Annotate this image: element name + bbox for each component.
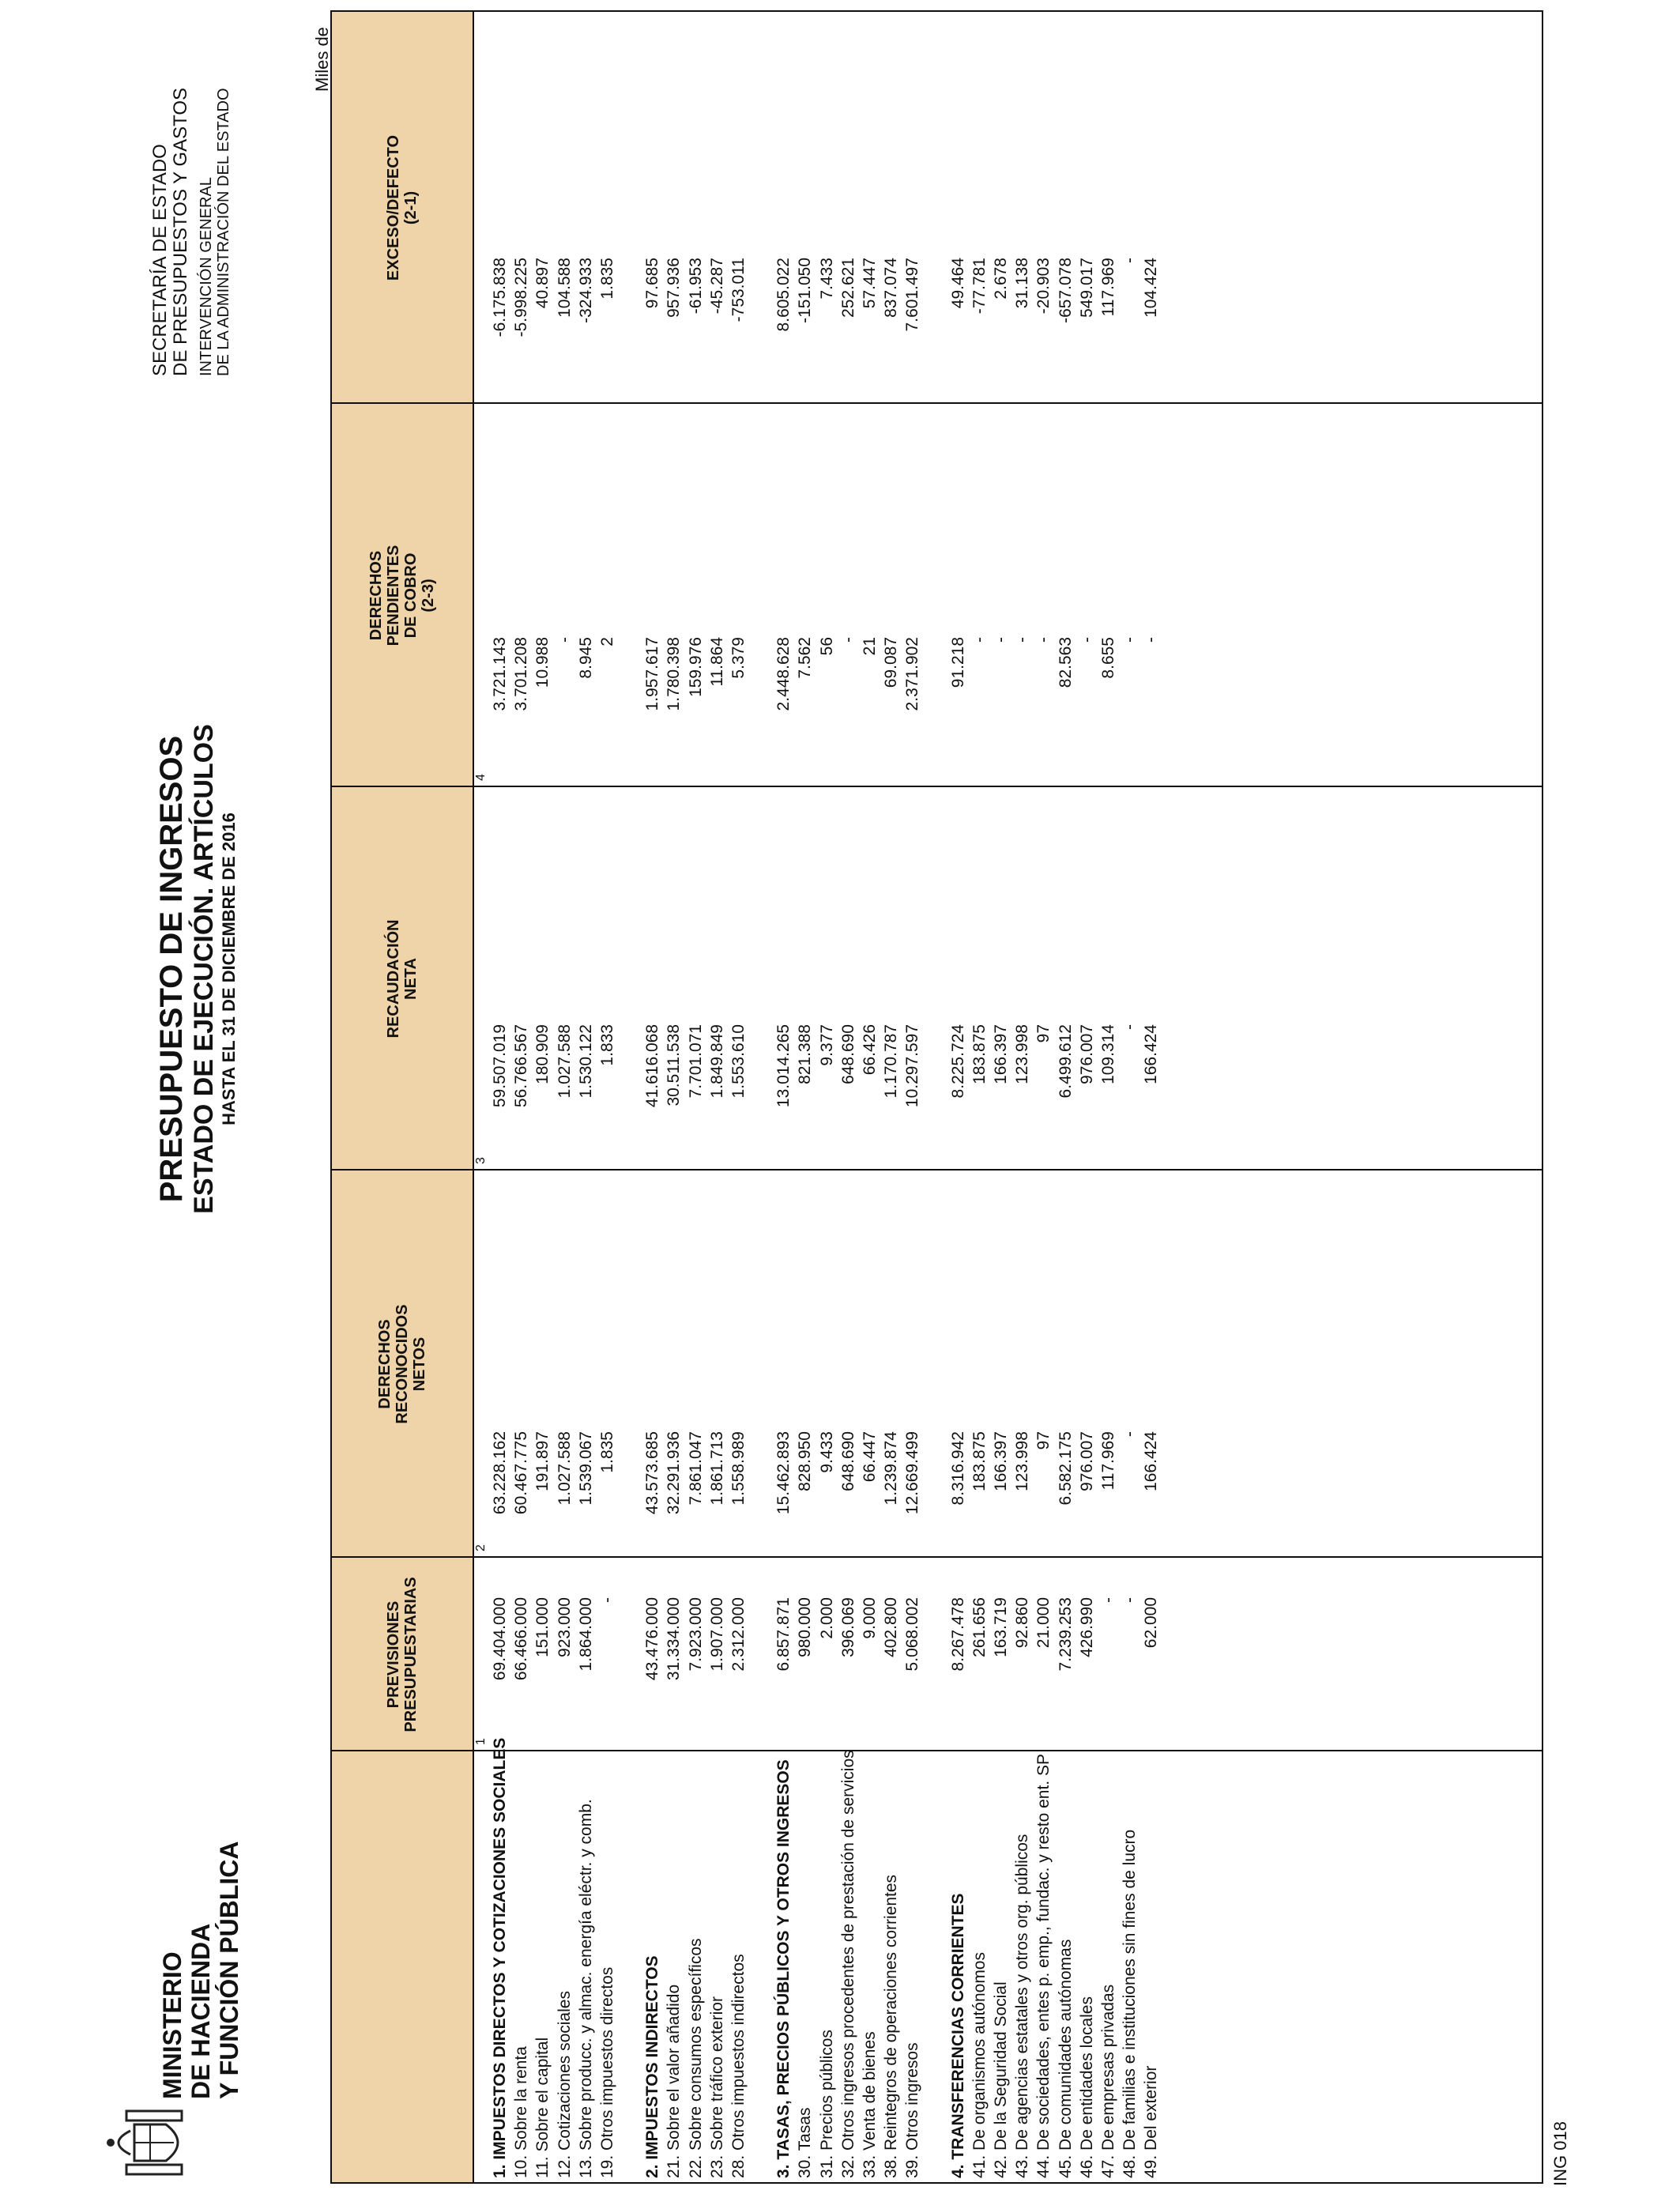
row-label: 19. Otros impuestos directos xyxy=(598,1966,616,2178)
cell-value: 8.605.022 xyxy=(774,258,793,332)
cell-value: 183.875 xyxy=(970,1431,989,1491)
cell-value: 30.511.538 xyxy=(665,1024,684,1106)
cell-value: - xyxy=(598,1597,616,1603)
row-label: 3. TASAS, PRECIOS PÚBLICOS Y OTROS INGRESOS xyxy=(774,1759,793,2178)
cell-value: 5.379 xyxy=(729,637,748,679)
row-label: 22. Sobre consumos específicos xyxy=(686,1938,705,2178)
cell-value: 1.835 xyxy=(598,258,616,300)
cell-value: 66.466.000 xyxy=(512,1597,531,1681)
column-divider xyxy=(332,1169,1542,1171)
cell-value: 59.507.019 xyxy=(491,1024,509,1108)
cell-value: 1.553.610 xyxy=(729,1024,748,1099)
coat-of-arms-icon xyxy=(103,2107,198,2178)
form-code: ING 018 xyxy=(1550,2121,1570,2186)
cell-value: -77.781 xyxy=(970,258,989,315)
cell-value: 10.297.597 xyxy=(903,1024,922,1108)
cell-value: -5.998.225 xyxy=(512,258,531,337)
cell-value: 151.000 xyxy=(533,1597,552,1657)
cell-value: 66.426 xyxy=(861,1024,879,1076)
column-divider xyxy=(332,402,1542,404)
cell-value: 109.314 xyxy=(1099,1024,1117,1084)
column-header-label: EXCESO/DEFECTO (2-1) xyxy=(385,134,420,281)
cell-value: 2 xyxy=(598,637,616,647)
row-label: 39. Otros ingresos xyxy=(903,2042,922,2178)
cell-value: 166.397 xyxy=(992,1431,1010,1491)
cell-value: - xyxy=(1121,637,1139,643)
cell-value: 976.007 xyxy=(1077,1431,1096,1491)
row-label: 21. Sobre el valor añadido xyxy=(665,1984,684,2178)
row-label: 46. De entidades locales xyxy=(1077,1996,1096,2178)
cell-value: 1.027.588 xyxy=(555,1431,574,1506)
table-row xyxy=(1034,12,1054,2182)
secretaria-line: DE LA ADMINISTRACIÓN DEL ESTADO xyxy=(215,88,232,376)
cell-value: 9.000 xyxy=(861,1597,879,1639)
cell-value: 3.721.143 xyxy=(491,637,509,711)
cell-value: 163.719 xyxy=(992,1597,1010,1657)
cell-value: 976.007 xyxy=(1077,1024,1096,1084)
table-row xyxy=(1077,12,1098,2182)
cell-value: 123.998 xyxy=(1013,1431,1032,1491)
row-label: 41. De organismos autónomos xyxy=(970,1952,989,2178)
cell-value: 8.225.724 xyxy=(948,1024,967,1099)
row-label: 48. De familias e instituciones sin fines de lucro xyxy=(1121,1829,1139,2178)
cell-value: -324.933 xyxy=(576,258,595,323)
cell-value: - xyxy=(838,637,857,643)
cell-value: 117.969 xyxy=(1099,258,1117,317)
table-header xyxy=(332,12,474,2182)
cell-value: 60.467.775 xyxy=(512,1431,531,1515)
cell-value: 7.861.047 xyxy=(686,1431,705,1506)
section-row xyxy=(642,12,663,2182)
row-label: 10. Sobre la renta xyxy=(512,2046,531,2178)
cell-value: 7.433 xyxy=(817,258,836,300)
row-label: 43. De agencias estatales y otros org. públicos xyxy=(1013,1834,1032,2178)
cell-value: 117.969 xyxy=(1099,1431,1117,1491)
table-row xyxy=(1098,12,1119,2182)
table-row xyxy=(664,12,684,2182)
cell-value: - xyxy=(1077,637,1096,643)
cell-value: - xyxy=(1099,1597,1117,1603)
cell-value: 549.017 xyxy=(1077,258,1096,318)
table-row xyxy=(1120,12,1140,2182)
cell-value: 31.334.000 xyxy=(665,1597,684,1681)
cell-value: 104.424 xyxy=(1142,258,1161,318)
cell-value: - xyxy=(1121,258,1139,263)
cell-value: 10.988 xyxy=(533,637,552,688)
row-label: 33. Venta de bienes xyxy=(861,2031,879,2178)
cell-value: 8.316.942 xyxy=(948,1431,967,1506)
cell-value: 104.588 xyxy=(555,258,574,318)
cell-value: 7.562 xyxy=(796,637,815,679)
cell-value: 1.849.849 xyxy=(707,1024,726,1099)
cell-value: 12.669.499 xyxy=(903,1431,922,1515)
cell-value: 923.000 xyxy=(555,1597,574,1657)
row-label: 42. De la Seguridad Social xyxy=(992,1981,1010,2178)
cell-value: 648.690 xyxy=(838,1024,857,1084)
cell-value: - xyxy=(555,637,574,643)
cell-value: - xyxy=(1121,1597,1139,1603)
column-divider xyxy=(332,786,1542,787)
cell-value: -151.050 xyxy=(796,258,815,323)
cell-value: 2.448.628 xyxy=(774,637,793,711)
ministry-line: Y FUNCIÓN PÚBLICA xyxy=(215,1841,243,2099)
table-row xyxy=(1141,12,1162,2182)
table-row xyxy=(1012,12,1033,2182)
cell-value: 828.950 xyxy=(796,1431,815,1491)
cell-value: 8.945 xyxy=(576,637,595,679)
column-number: 4 xyxy=(474,774,488,781)
cell-value: 2.371.902 xyxy=(903,637,922,711)
column-header xyxy=(332,404,473,787)
table-row xyxy=(597,12,618,2182)
title-line-1: PRESUPUESTO DE INGRESOS xyxy=(154,735,189,1203)
table-row xyxy=(817,12,838,2182)
cell-value: 97.685 xyxy=(643,258,662,309)
cell-value: 56.766.567 xyxy=(512,1024,531,1108)
cell-value: 2.678 xyxy=(992,258,1010,300)
row-label: 31. Precios públicos xyxy=(817,2030,836,2178)
cell-value: -45.287 xyxy=(707,258,726,315)
row-label: 28. Otros impuestos indirectos xyxy=(729,1954,748,2178)
cell-value: 180.909 xyxy=(533,1024,552,1084)
cell-value: 82.563 xyxy=(1056,637,1075,688)
cell-value: 402.800 xyxy=(882,1597,901,1657)
cell-value: 7.701.071 xyxy=(686,1024,705,1099)
column-header xyxy=(332,787,473,1171)
cell-value: 41.616.068 xyxy=(643,1024,662,1108)
cell-value: 69.404.000 xyxy=(491,1597,509,1681)
cell-value: 6.857.871 xyxy=(774,1597,793,1672)
row-label: 38. Reintegros de operaciones corrientes xyxy=(882,1874,901,2178)
row-label: 44. De sociedades, entes p. emp., fundac. y resto ent. SP xyxy=(1034,1754,1053,2178)
cell-value: 3.701.208 xyxy=(512,637,531,711)
row-label: 47. De empresas privadas xyxy=(1099,1984,1117,2178)
row-label: 12. Cotizaciones sociales xyxy=(555,1991,574,2178)
table-row xyxy=(555,12,575,2182)
column-header-label: RECAUDACIÓN NETA xyxy=(385,919,420,1039)
column-number: 3 xyxy=(474,1157,488,1164)
column-header-label: DERECHOS PENDIENTES DE COBRO (2-3) xyxy=(367,545,437,647)
section-row xyxy=(948,12,969,2182)
cell-value: 8.267.478 xyxy=(948,1597,967,1672)
cell-value: 43.573.685 xyxy=(643,1431,662,1515)
row-label: 11. Sobre el capital xyxy=(533,2037,552,2178)
cell-value: 396.069 xyxy=(838,1597,857,1657)
column-header-label: DERECHOS RECONOCIDOS NETOS xyxy=(376,1304,428,1424)
column-header xyxy=(332,1558,473,1751)
cell-value: 183.875 xyxy=(970,1024,989,1084)
row-label: 32. Otros ingresos procedentes de prestación de servicios xyxy=(838,1750,857,2178)
cell-value: 1.539.067 xyxy=(576,1431,595,1506)
cell-value: 123.998 xyxy=(1013,1024,1032,1084)
cell-value: - xyxy=(1121,1024,1139,1030)
cell-value: 8.655 xyxy=(1099,637,1117,679)
secretaria-header xyxy=(150,88,232,376)
cell-value: 15.462.893 xyxy=(774,1431,793,1515)
cell-value: 11.864 xyxy=(707,637,726,687)
row-label: 13. Sobre producc. y almac. energía eléctr. y comb. xyxy=(576,1799,595,2178)
secretaria-line: SECRETARÍA DE ESTADO xyxy=(149,144,171,376)
cell-value: 7.923.000 xyxy=(686,1597,705,1672)
cell-value: 97 xyxy=(1034,1024,1053,1043)
cell-value: 837.074 xyxy=(882,258,901,318)
cell-value: -6.175.838 xyxy=(491,258,509,337)
cell-value: 166.397 xyxy=(992,1024,1010,1084)
cell-value: - xyxy=(992,637,1010,643)
cell-value: 261.656 xyxy=(970,1597,989,1657)
cell-value: - xyxy=(1121,1431,1139,1437)
cell-value: 62.000 xyxy=(1142,1597,1161,1649)
table-row xyxy=(991,12,1011,2182)
cell-value: 957.936 xyxy=(665,258,684,318)
cell-value: 1.861.713 xyxy=(707,1431,726,1506)
cell-value: - xyxy=(1142,637,1161,643)
cell-value: 7.239.253 xyxy=(1056,1597,1075,1672)
page-title xyxy=(154,613,239,1325)
cell-value: 166.424 xyxy=(1142,1024,1161,1084)
cell-value: 426.990 xyxy=(1077,1597,1096,1657)
cell-value: 69.087 xyxy=(882,637,901,688)
cell-value: 32.291.936 xyxy=(665,1431,684,1515)
column-header xyxy=(332,12,473,404)
column-header-label: PREVISIONES PRESUPUESTARIAS xyxy=(385,1577,420,1732)
units-label: Miles de xyxy=(312,27,332,92)
ministry-name xyxy=(158,1841,243,2099)
cell-value: 31.138 xyxy=(1013,258,1032,309)
cell-value: 9.433 xyxy=(817,1431,836,1473)
table-row xyxy=(860,12,880,2182)
column-number: 2 xyxy=(474,1544,488,1551)
cell-value: 57.447 xyxy=(861,258,879,309)
row-label: 49. Del exterior xyxy=(1142,2065,1161,2178)
table-row xyxy=(1056,12,1076,2182)
column-divider xyxy=(332,1556,1542,1558)
title-line-3: HASTA EL 31 DE DICIEMBRE DE 2016 xyxy=(219,812,239,1125)
row-label: 4. TRANSFERENCIAS CORRIENTES xyxy=(948,1893,967,2178)
cell-value: -753.011 xyxy=(729,258,748,322)
table-row xyxy=(881,12,902,2182)
cell-value: - xyxy=(1034,637,1053,643)
cell-value: 40.897 xyxy=(533,258,552,309)
table-row xyxy=(838,12,859,2182)
cell-value: 1.170.787 xyxy=(882,1024,901,1099)
cell-value: 1.780.398 xyxy=(665,637,684,711)
cell-value: 1.835 xyxy=(598,1431,616,1473)
cell-value: 2.312.000 xyxy=(729,1597,748,1672)
cell-value: 5.068.002 xyxy=(903,1597,922,1672)
cell-value: 13.014.265 xyxy=(774,1024,793,1108)
table-row xyxy=(729,12,749,2182)
cell-value: -61.953 xyxy=(686,258,705,315)
table-row xyxy=(686,12,706,2182)
column-divider xyxy=(332,1750,1542,1751)
cell-value: 1.864.000 xyxy=(576,1597,595,1672)
section-row xyxy=(490,12,510,2182)
budget-table xyxy=(330,10,1543,2184)
section-row xyxy=(774,12,794,2182)
cell-value: 1.833 xyxy=(598,1024,616,1066)
cell-value: 9.377 xyxy=(817,1024,836,1066)
cell-value: 1.530.122 xyxy=(576,1024,595,1099)
row-label: 23. Sobre tráfico exterior xyxy=(707,1996,726,2178)
ministry-line: MINISTERIO xyxy=(158,1951,186,2099)
row-label: 45. De comunidades autónomas xyxy=(1056,1939,1075,2178)
cell-value: 21 xyxy=(861,637,879,656)
cell-value: 6.499.612 xyxy=(1056,1024,1075,1099)
cell-value: 91.218 xyxy=(948,637,967,688)
table-row xyxy=(533,12,553,2182)
cell-value: 97 xyxy=(1034,1431,1053,1450)
cell-value: 821.388 xyxy=(796,1024,815,1084)
cell-value: 66.447 xyxy=(861,1431,879,1483)
cell-value: 191.897 xyxy=(533,1431,552,1491)
table-row xyxy=(795,12,816,2182)
cell-value: 1.558.989 xyxy=(729,1431,748,1506)
cell-value: 2.000 xyxy=(817,1597,836,1639)
cell-value: 63.228.162 xyxy=(491,1431,509,1515)
table-row xyxy=(707,12,728,2182)
cell-value: -657.078 xyxy=(1056,258,1075,323)
cell-value: -20.903 xyxy=(1034,258,1053,315)
cell-value: 6.582.175 xyxy=(1056,1431,1075,1506)
cell-value: 56 xyxy=(817,637,836,656)
row-label: 2. IMPUESTOS INDIRECTOS xyxy=(643,1955,662,2178)
table-row xyxy=(970,12,990,2182)
cell-value: 7.601.497 xyxy=(903,258,922,332)
cell-value: 1.239.874 xyxy=(882,1431,901,1506)
cell-value: 92.860 xyxy=(1013,1597,1032,1649)
table-row xyxy=(576,12,597,2182)
cell-value: 1.907.000 xyxy=(707,1597,726,1672)
ministry-line: DE HACIENDA xyxy=(186,1923,215,2099)
cell-value: 166.424 xyxy=(1142,1431,1161,1491)
title-line-2: ESTADO DE EJECUCIÓN. ARTÍCULOS xyxy=(189,724,219,1214)
cell-value: 648.690 xyxy=(838,1431,857,1491)
cell-value: 252.621 xyxy=(838,258,857,318)
column-header xyxy=(332,1171,473,1558)
cell-value: 21.000 xyxy=(1034,1597,1053,1649)
cell-value: 1.027.588 xyxy=(555,1024,574,1099)
cell-value: 980.000 xyxy=(796,1597,815,1657)
row-label: 30. Tasas xyxy=(796,2107,815,2178)
table-row xyxy=(902,12,923,2182)
secretaria-line: INTERVENCIÓN GENERAL xyxy=(198,177,215,376)
cell-value: - xyxy=(1013,637,1032,643)
cell-value: 159.976 xyxy=(686,637,705,697)
row-label: 1. IMPUESTOS DIRECTOS Y COTIZACIONES SOCIALES xyxy=(491,1737,509,2178)
cell-value: - xyxy=(970,637,989,643)
cell-value: 1.957.617 xyxy=(643,637,662,711)
column-number: 1 xyxy=(474,1738,488,1745)
cell-value: 43.476.000 xyxy=(643,1597,662,1681)
table-row xyxy=(511,12,532,2182)
secretaria-line: DE PRESUPUESTOS Y GASTOS xyxy=(170,87,191,376)
cell-value: 49.464 xyxy=(948,258,967,309)
